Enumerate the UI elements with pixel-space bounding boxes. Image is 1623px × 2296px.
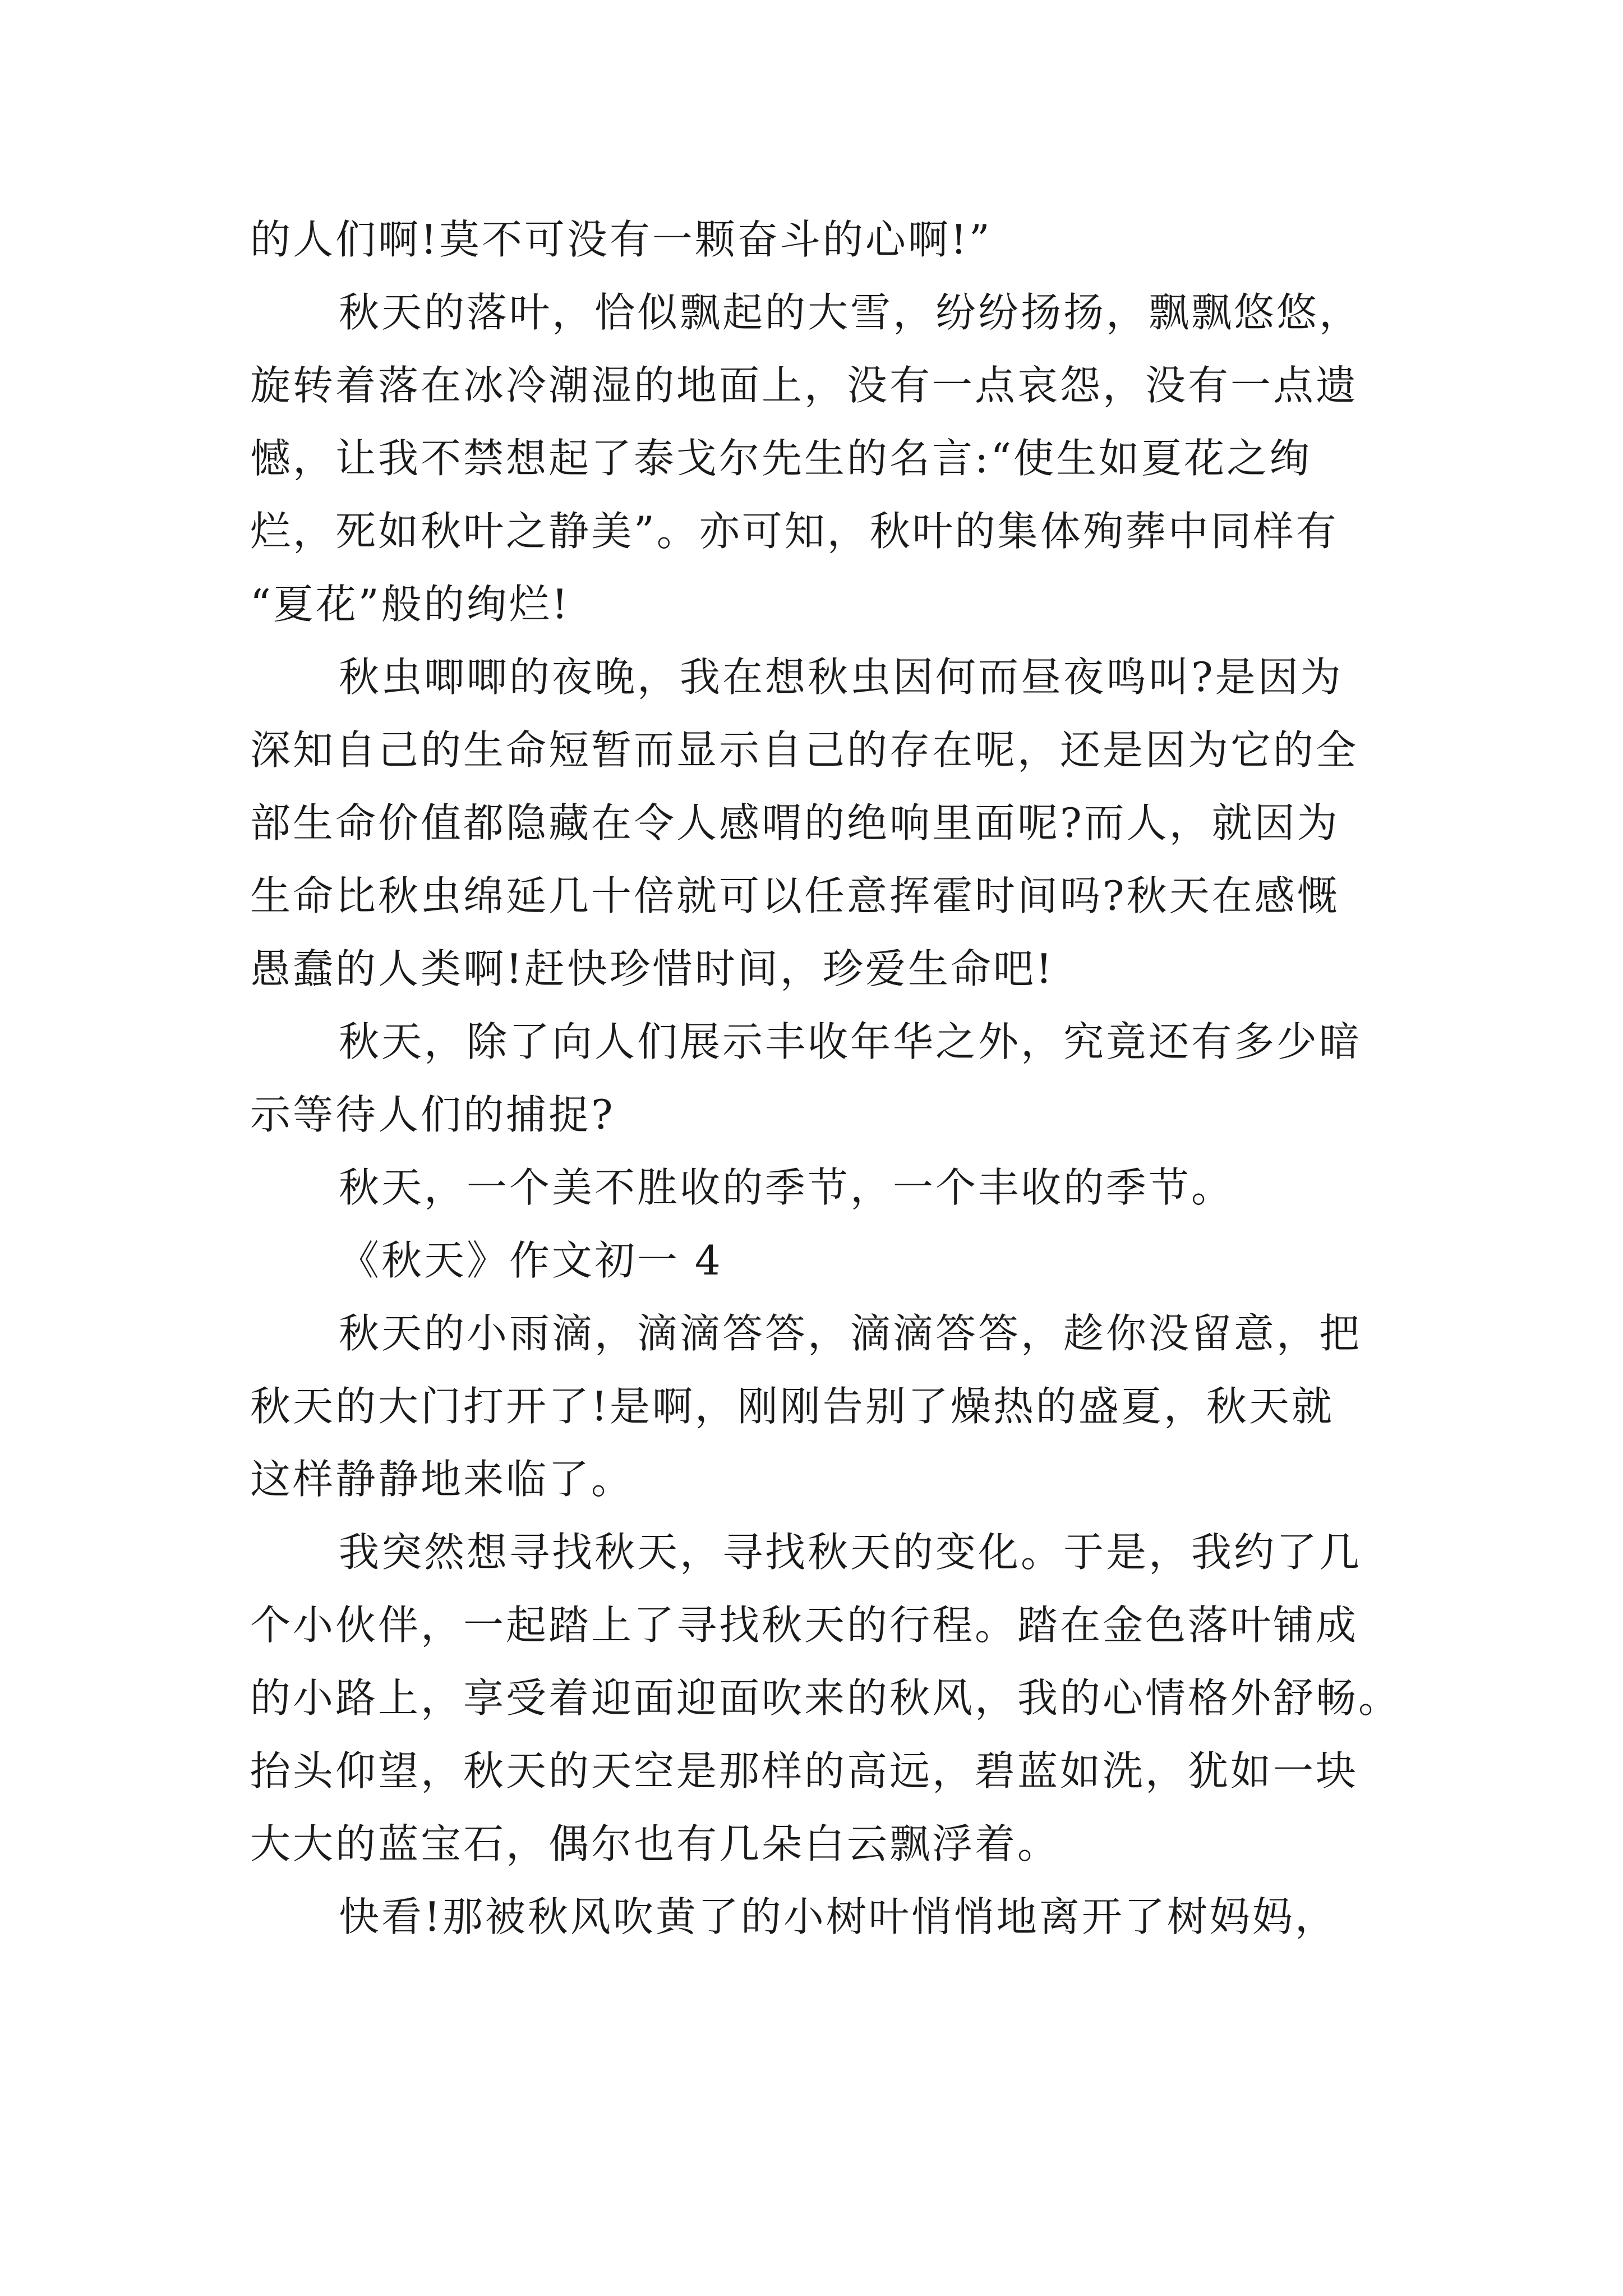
text-line: 《秋天》作文初一 4	[339, 1237, 723, 1284]
text-line: 生命比秋虫绵延几十倍就可以任意挥霍时间吗?秋天在感慨	[250, 872, 1340, 919]
text-line: 我突然想寻找秋天，寻找秋天的变化。于是，我约了几	[339, 1529, 1362, 1576]
text-line: 个小伙伴，一起踏上了寻找秋天的行程。踏在金色落叶铺成	[250, 1602, 1359, 1649]
text-line: 这样静静地来临了。	[250, 1456, 634, 1503]
text-line: 的小路上，享受着迎面迎面吹来的秋风，我的心情格外舒畅。	[250, 1674, 1401, 1722]
text-line: 部生命价值都隐藏在令人感喟的绝响里面呢?而人，就因为	[250, 799, 1340, 846]
text-line: 愚蠢的人类啊!赶快珍惜时间，珍爱生命吧!	[250, 945, 1054, 992]
text-line: 烂，死如秋叶之静美”。亦可知，秋叶的集体殉葬中同样有	[250, 508, 1339, 555]
text-line: 大大的蓝宝石，偶尔也有几朵白云飘浮着。	[250, 1820, 1061, 1867]
text-line: 秋天的落叶，恰似飘起的大雪，纷纷扬扬，飘飘悠悠，	[339, 289, 1362, 336]
text-line: 秋天，除了向人们展示丰收年华之外，究竟还有多少暗	[339, 1018, 1362, 1065]
text-line: 秋虫唧唧的夜晚，我在想秋虫因何而昼夜鸣叫?是因为	[339, 654, 1343, 701]
text-line: 秋天，一个美不胜收的季节，一个丰收的季节。	[339, 1164, 1234, 1211]
text-line: 示等待人们的捕捉?	[250, 1091, 615, 1138]
text-line: 快看!那被秋风吹黄了的小树叶悄悄地离开了树妈妈，	[339, 1893, 1338, 1940]
document-body-text	[250, 203, 1401, 1953]
text-line: 秋天的大门打开了!是啊，刚刚告别了燥热的盛夏，秋天就	[250, 1383, 1334, 1430]
text-line: 憾，让我不禁想起了泰戈尔先生的名言:“使生如夏花之绚	[250, 435, 1312, 482]
text-line: 旋转着落在冰冷潮湿的地面上，没有一点哀怨，没有一点遗	[250, 362, 1359, 409]
text-line: 深知自己的生命短暂而显示自己的存在呢，还是因为它的全	[250, 726, 1359, 774]
text-line: 秋天的小雨滴，滴滴答答，滴滴答答，趁你没留意，把	[339, 1310, 1362, 1357]
text-line: 抬头仰望，秋天的天空是那样的高远，碧蓝如洗，犹如一块	[250, 1747, 1359, 1795]
text-line: 的人们啊!莫不可没有一颗奋斗的心啊!”	[250, 216, 992, 263]
text-line: “夏花”般的绚烂!	[250, 581, 570, 628]
